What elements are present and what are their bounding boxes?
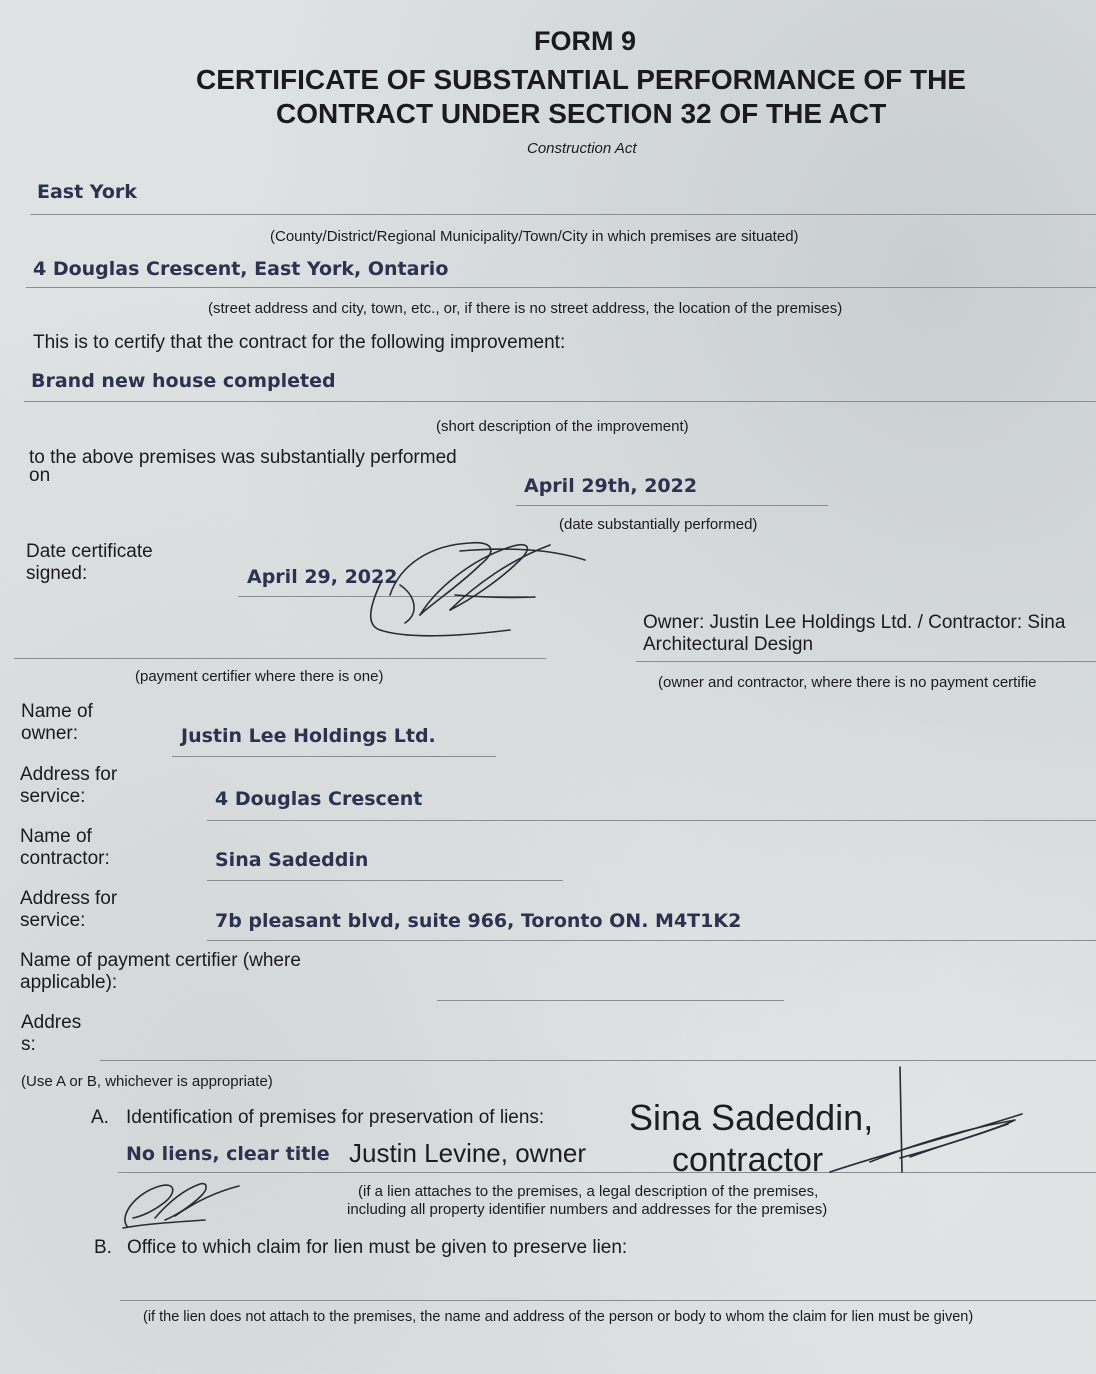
contractor-address-line bbox=[207, 940, 1096, 941]
premises-caption: (street address and city, town, etc., or, if there is no street address, the location of the premises) bbox=[208, 300, 843, 317]
certificate-signed-label-line1: Date certificate bbox=[26, 541, 153, 562]
owner-contractor-caption: (owner and contractor, where there is no payment certifie bbox=[658, 674, 1037, 691]
contractor-label-line2: contractor: bbox=[20, 848, 110, 869]
contractor-name-line bbox=[207, 880, 563, 881]
contractor-address-label-line2: service: bbox=[20, 910, 86, 931]
payment-certifier-address-label-line2: s: bbox=[21, 1034, 36, 1055]
improvement-caption: (short description of the improvement) bbox=[436, 418, 689, 435]
premises-value: 4 Douglas Crescent, East York, Ontario bbox=[33, 258, 449, 280]
owner-contractor-line bbox=[636, 661, 1096, 662]
signature-mark-contractor bbox=[810, 1062, 1040, 1182]
section-a-caption-line2: including all property identifier numbers and addresses for the premises) bbox=[347, 1201, 828, 1218]
certificate-signed-label-line2: signed: bbox=[26, 563, 88, 584]
payment-certifier-caption: (payment certifier where there is one) bbox=[135, 668, 384, 685]
contractor-signature-name-line2: contractor bbox=[672, 1141, 824, 1179]
owner-address-line bbox=[207, 820, 1096, 821]
owner-address-value: 4 Douglas Crescent bbox=[215, 788, 423, 810]
performed-label-line1: to the above premises was substantially performed bbox=[29, 447, 457, 468]
owner-contractor-value-line1: Owner: Justin Lee Holdings Ltd. / Contractor: Sina bbox=[643, 612, 1066, 633]
improvement-value: Brand new house completed bbox=[31, 370, 336, 392]
improvement-line bbox=[24, 401, 1096, 402]
payment-certifier-address-label-line1: Addres bbox=[21, 1012, 82, 1033]
section-a-caption-line1: (if a lien attaches to the premises, a legal description of the premises, bbox=[358, 1183, 819, 1200]
performed-date-caption: (date substantially performed) bbox=[559, 516, 758, 533]
form-number: FORM 9 bbox=[533, 26, 636, 56]
owner-name-value: Justin Lee Holdings Ltd. bbox=[181, 725, 436, 747]
performed-date-value: April 29th, 2022 bbox=[524, 475, 698, 497]
municipality-caption: (County/District/Regional Municipality/Town/City in which premises are situated) bbox=[270, 228, 799, 245]
section-b-label: Office to which claim for lien must be given to preserve lien: bbox=[127, 1237, 628, 1258]
form-title-line2: CONTRACT UNDER SECTION 32 OF THE ACT bbox=[276, 98, 887, 129]
section-b-letter: B. bbox=[94, 1237, 112, 1258]
section-b-line bbox=[120, 1300, 1096, 1301]
performed-label-line2: on bbox=[29, 465, 51, 486]
municipality-value: East York bbox=[37, 181, 137, 203]
owner-signature-name: Justin Levine, owner bbox=[349, 1138, 587, 1168]
act-name: Construction Act bbox=[527, 140, 637, 157]
section-b-caption: (if the lien does not attach to the premises, the name and address of the person or body to whom the claim for lien must be given) bbox=[143, 1309, 974, 1325]
owner-label-line1: Name of bbox=[21, 701, 93, 722]
signature-mark-small bbox=[115, 1178, 245, 1233]
form-title-line1: CERTIFICATE OF SUBSTANTIAL PERFORMANCE OF THE bbox=[196, 64, 966, 95]
improvement-intro: This is to certify that the contract for the following improvement: bbox=[33, 332, 566, 353]
performed-date-line bbox=[516, 505, 828, 506]
contractor-address-value: 7b pleasant blvd, suite 966, Toronto ON. M4T1K2 bbox=[215, 910, 742, 932]
section-a-value: No liens, clear title bbox=[126, 1143, 330, 1165]
owner-label-line2: owner: bbox=[21, 723, 79, 744]
contractor-name-value: Sina Sadeddin bbox=[215, 849, 369, 871]
owner-contractor-value-line2: Architectural Design bbox=[643, 634, 814, 655]
contractor-address-label-line1: Address for bbox=[20, 888, 118, 909]
premises-line bbox=[26, 287, 1096, 288]
owner-address-label-line1: Address for bbox=[20, 764, 118, 785]
payment-certifier-address-line bbox=[100, 1060, 1096, 1061]
municipality-line bbox=[30, 214, 1096, 215]
contractor-signature-name-line1: Sina Sadeddin, bbox=[629, 1097, 874, 1138]
signature-mark-large bbox=[360, 535, 600, 645]
use-a-or-b-note: (Use A or B, whichever is appropriate) bbox=[21, 1073, 273, 1090]
payment-certifier-label-line2: applicable): bbox=[20, 972, 118, 993]
payment-certifier-label-line1: Name of payment certifier (where bbox=[20, 950, 301, 971]
payment-certifier-line bbox=[437, 1000, 784, 1001]
certificate-signed-value: April 29, 2022 bbox=[247, 566, 398, 588]
section-a-label: Identification of premises for preservation of liens: bbox=[126, 1107, 545, 1128]
owner-name-line bbox=[172, 756, 496, 757]
payment-certifier-signature-line bbox=[14, 658, 546, 659]
section-a-letter: A. bbox=[91, 1107, 109, 1128]
contractor-label-line1: Name of bbox=[20, 826, 92, 847]
owner-address-label-line2: service: bbox=[20, 786, 86, 807]
